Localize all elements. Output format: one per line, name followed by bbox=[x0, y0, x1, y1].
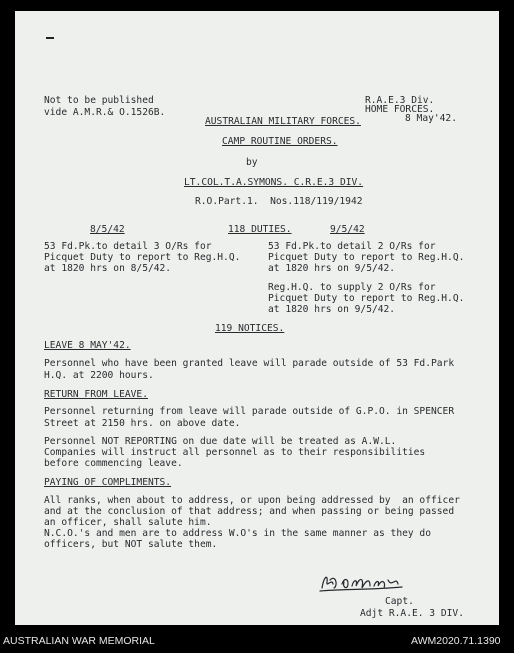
leave-text-line: Personnel who have been granted leave will parade outside of 53 Fd.Park bbox=[44, 358, 455, 369]
compliments-heading: PAYING OF COMPLIMENTS. bbox=[44, 477, 172, 488]
duty-right-a-line: Picquet Duty to report to Reg.H.Q. bbox=[268, 252, 465, 263]
by-line: by bbox=[246, 157, 258, 168]
duty-right-b-line: Reg.H.Q. to supply 2 O/Rs for bbox=[268, 282, 436, 293]
duty-left-line: 53 Fd.Pk.to detail 3 O/Rs for bbox=[44, 241, 212, 252]
duty-right-a-line: 53 Fd.Pk.to detail 2 O/Rs for bbox=[268, 241, 436, 252]
margin-mark bbox=[46, 37, 54, 39]
publication-reference: vide A.M.R.& O.1526B. bbox=[44, 107, 166, 118]
awl-text-line: before commencing leave. bbox=[44, 458, 183, 469]
duty-left-line: at 1820 hrs on 8/5/42. bbox=[44, 263, 172, 274]
compliments-text-line: N.C.O.'s and men are to address W.O's in the same manner as they do bbox=[44, 528, 431, 539]
duties-date-right: 9/5/42 bbox=[330, 224, 365, 235]
duties-heading: 118 DUTIES. bbox=[228, 224, 292, 235]
duty-right-b-line: Picquet Duty to report to Reg.H.Q. bbox=[268, 293, 465, 304]
return-text-line: Street at 2150 hrs. on above date. bbox=[44, 418, 241, 429]
compliments-text-line: All ranks, when about to address, or upon being addressed by an officer bbox=[44, 495, 460, 506]
document-date: 8 May'42. bbox=[405, 113, 457, 124]
signatory-title: Adjt R.A.E. 3 DIV. bbox=[360, 608, 464, 619]
footer-institution: AUSTRALIAN WAR MEMORIAL bbox=[3, 635, 155, 647]
forces-line: HOME FORCES. bbox=[365, 104, 435, 115]
duty-right-a-line: at 1820 hrs on 9/5/42. bbox=[268, 263, 396, 274]
order-reference: R.O.Part.1. Nos.118/119/1942 bbox=[195, 196, 363, 207]
document-title: AUSTRALIAN MILITARY FORCES. bbox=[205, 116, 361, 127]
notices-heading: 119 NOTICES. bbox=[215, 323, 285, 334]
duty-left-line: Picquet Duty to report to Reg.H.Q. bbox=[44, 252, 241, 263]
compliments-text-line: and at the conclusion of that address; and when passing or being passed bbox=[44, 506, 455, 517]
footer-accession-number: AWM2020.71.1390 bbox=[411, 635, 501, 647]
duty-right-b-line: at 1820 hrs on 9/5/42. bbox=[268, 304, 396, 315]
compliments-text-line: officers, but NOT salute them. bbox=[44, 539, 218, 550]
leave-text-line: H.Q. at 2200 hours. bbox=[44, 370, 154, 381]
awl-text-line: Personnel NOT REPORTING on due date will be treated as A.W.L. bbox=[44, 436, 397, 447]
awl-text-line: Companies will instruct all personnel as to their responsibilities bbox=[44, 447, 426, 458]
author-line: LT.COL.T.A.SYMONS. C.R.E.3 DIV. bbox=[184, 177, 364, 188]
unit-line: R.A.E.3 Div. bbox=[365, 95, 435, 106]
duties-date-left: 8/5/42 bbox=[90, 224, 125, 235]
signatory-rank: Capt. bbox=[385, 596, 414, 607]
return-heading: RETURN FROM LEAVE. bbox=[44, 389, 148, 400]
compliments-text-line: an officer, shall salute him. bbox=[44, 517, 212, 528]
leave-heading: LEAVE 8 MAY'42. bbox=[44, 340, 131, 351]
publication-note: Not to be published bbox=[44, 95, 154, 106]
document-subtitle: CAMP ROUTINE ORDERS. bbox=[222, 136, 338, 147]
handwritten-signature bbox=[318, 570, 408, 594]
return-text-line: Personnel returning from leave will parade outside of G.P.O. in SPENCER bbox=[44, 406, 455, 417]
